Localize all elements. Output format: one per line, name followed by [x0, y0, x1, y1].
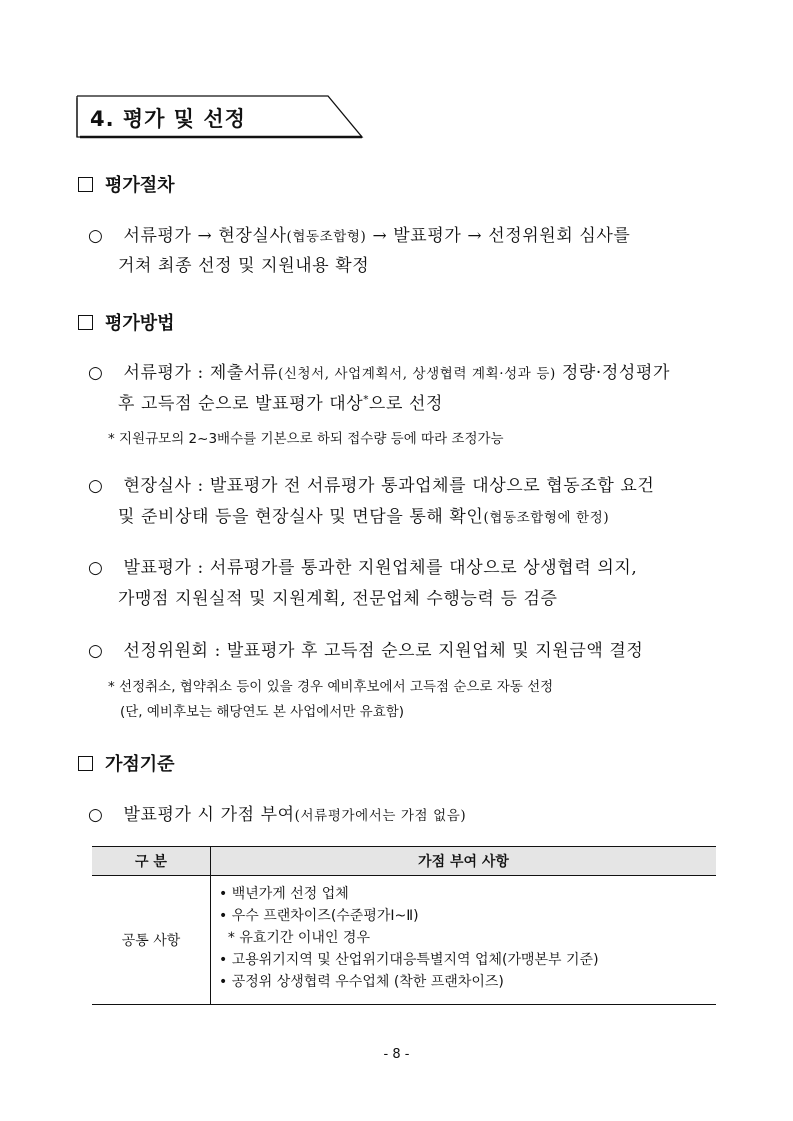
table-row	[92, 876, 716, 1005]
list-item: * 유효기간 이내인 경우	[219, 930, 370, 946]
page-number: - 8 -	[383, 1047, 410, 1062]
method-bullet-site-line2: 및 준비상태 등을 현장실사 및 면담을 통해 확인(협동조합형에 한정)	[118, 507, 610, 527]
method-bullet-committee: ○ 선정위원회 : 발표평가 후 고득점 순으로 지원업체 및 지원금액 결정	[88, 641, 644, 661]
table-cell-category: 공통 사항	[92, 876, 211, 1005]
method-bullet-site: ○ 현장실사 : 발표평가 전 서류평가 통과업체를 대상으로 협동조합 요건	[88, 476, 655, 496]
bonus-bullet: ○ 발표평가 시 가점 부여(서류평가에서는 가점 없음)	[88, 805, 467, 825]
method-note-committee-2: (단, 예비후보는 해당연도 본 사업에서만 유효함)	[120, 704, 405, 720]
table-header-category: 구 분	[92, 847, 211, 876]
subsection-title-procedure: 평가절차	[78, 171, 175, 197]
checkbox-square-icon	[78, 756, 93, 771]
list-item: • 공정위 상생협력 우수업체 (착한 프랜차이즈)	[219, 974, 504, 990]
bonus-criteria-table	[92, 846, 716, 1005]
list-item: • 고용위기지역 및 산업위기대응특별지역 업체(가맹본부 기준)	[219, 952, 599, 968]
bullet-circle-icon: ○	[88, 641, 104, 661]
checkbox-square-icon	[78, 315, 93, 330]
table-header-items: 가점 부여 사항	[211, 847, 717, 876]
section-title: 4. 평가 및 선정	[90, 107, 246, 131]
subsection-title-method: 평가방법	[78, 309, 175, 335]
bullet-circle-icon: ○	[88, 558, 104, 578]
method-bullet-document: ○ 서류평가 : 제출서류(신청서, 사업계획서, 상생협력 계획·성과 등) 정량·정성평가	[88, 363, 670, 383]
method-note-committee-1: * 선정취소, 협약취소 등이 있을 경우 예비후보에서 고득점 순으로 자동 선정	[108, 679, 554, 695]
procedure-bullet-line2: 거쳐 최종 선정 및 지원내용 확정	[118, 256, 370, 276]
checkbox-square-icon	[78, 177, 93, 192]
bullet-circle-icon: ○	[88, 805, 104, 825]
table-header-row	[92, 847, 716, 876]
bullet-circle-icon: ○	[88, 226, 104, 246]
procedure-bullet: ○ 서류평가 → 현장실사(협동조합형) → 발표평가 → 선정위원회 심사를	[88, 226, 631, 246]
method-bullet-presentation: ○ 발표평가 : 서류평가를 통과한 지원업체를 대상으로 상생협력 의지,	[88, 558, 638, 578]
list-item: • 백년가게 선정 업체	[219, 886, 349, 902]
subsection-title-bonus: 가점기준	[78, 750, 175, 776]
bullet-circle-icon: ○	[88, 363, 104, 383]
method-bullet-document-line2: 후 고득점 순으로 발표평가 대상*으로 선정	[118, 394, 444, 414]
bullet-circle-icon: ○	[88, 476, 104, 496]
method-note-document: * 지원규모의 2~3배수를 기본으로 하되 접수량 등에 따라 조정가능	[108, 431, 504, 447]
table-cell-items	[211, 876, 717, 1005]
list-item: • 우수 프랜차이즈(수준평가Ⅰ~Ⅱ)	[219, 908, 419, 924]
method-bullet-presentation-line2: 가맹점 지원실적 및 지원계획, 전문업체 수행능력 등 검증	[118, 589, 558, 609]
